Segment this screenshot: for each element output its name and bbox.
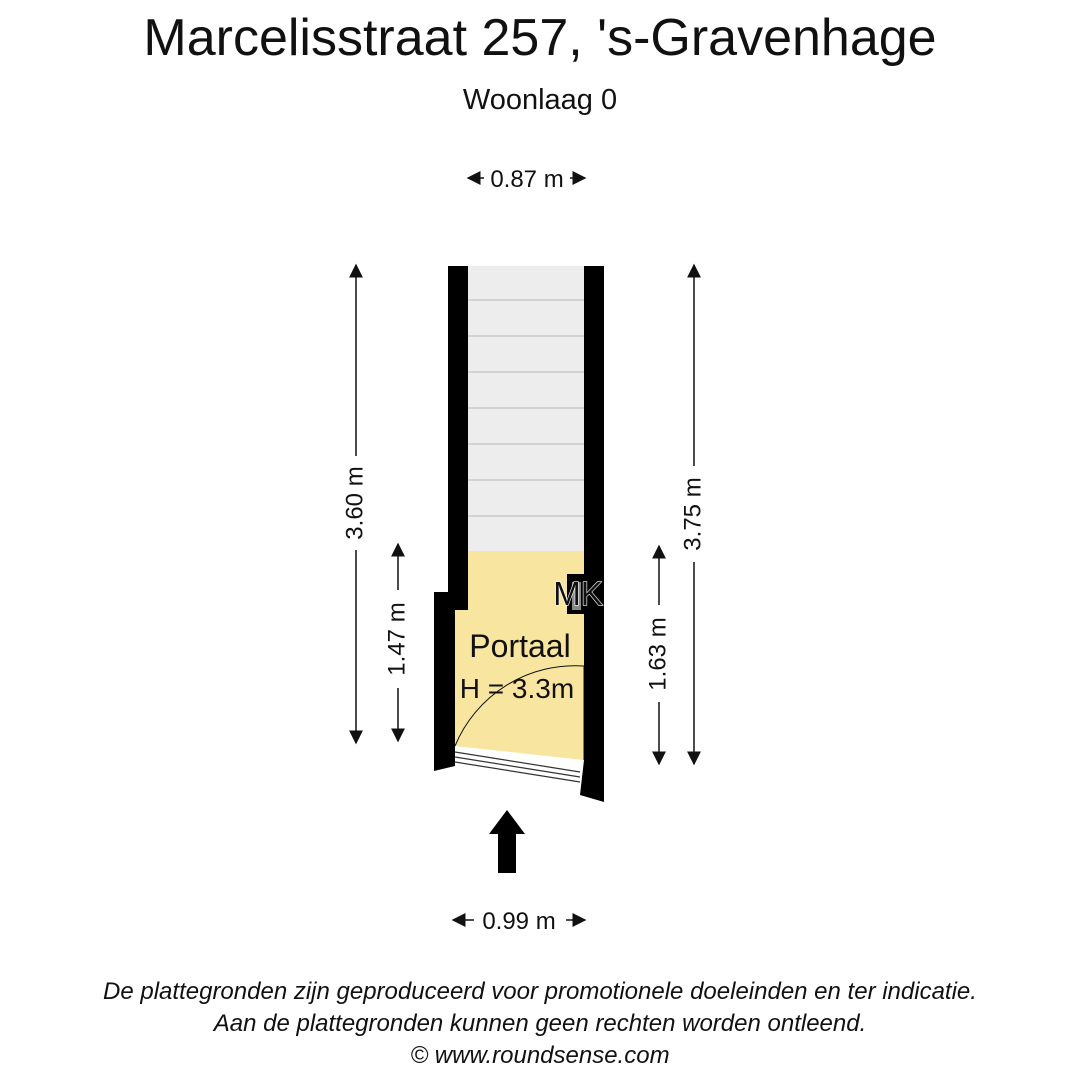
floor-label: Woonlaag 0 bbox=[462, 84, 618, 116]
copyright-link[interactable]: © www.roundsense.com bbox=[410, 1042, 670, 1069]
dim-left-outer: 3.60 m bbox=[341, 466, 369, 540]
entrance-arrow-icon bbox=[489, 810, 525, 873]
dim-right-outer: 3.75 m bbox=[679, 477, 707, 551]
disclaimer-line-2: Aan de plattegronden kunnen geen rechten worden ontleend. bbox=[213, 1010, 867, 1037]
disclaimer-line-1: De plattegronden zijn geproduceerd voor promotionele doeleinden en ter indicatie. bbox=[103, 978, 977, 1005]
dim-top-width: 0.87 m bbox=[490, 166, 564, 193]
meter-cupboard-label: MK bbox=[553, 575, 603, 612]
plan-title: Marcelisstraat 257, 's-Gravenhage bbox=[143, 9, 937, 67]
dim-left-inner: 1.47 m bbox=[383, 602, 411, 676]
dim-right-inner: 1.63 m bbox=[644, 617, 672, 691]
room-name-label: Portaal bbox=[469, 628, 571, 664]
dim-bottom-width: 0.99 m bbox=[482, 908, 556, 935]
room-height-label: H = 3.3m bbox=[459, 673, 575, 704]
disclaimer bbox=[0, 976, 1080, 1072]
